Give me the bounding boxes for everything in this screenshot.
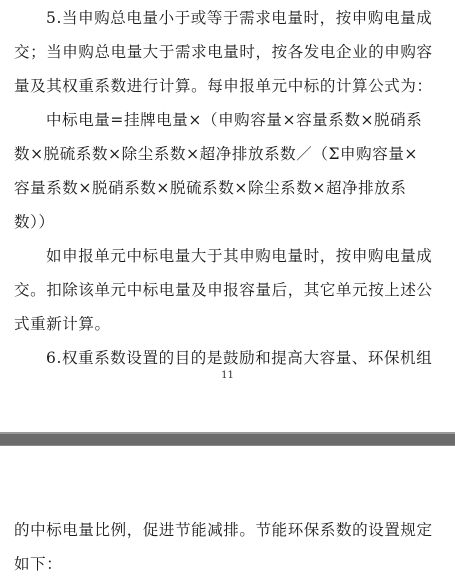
- paragraph-5-line-2: 交；当申购总电量大于需求电量时，按各发电企业的申购容: [14, 43, 433, 61]
- paragraph-6-line-3: 如下：: [14, 555, 63, 573]
- paragraph-5-line-1: 5.当申购总电量小于或等于需求电量时，按申购电量成: [46, 9, 433, 27]
- paragraph-5-line-3: 量及其权重系数进行计算。每申报单元中标的计算公式为：: [14, 77, 433, 95]
- paragraph-exceed-line-1: 如申报单元中标电量大于其申购电量时，按申购电量成: [46, 247, 433, 265]
- document-page-lower: [0, 446, 455, 580]
- page-number: 11: [221, 370, 234, 381]
- formula-line-2: 数×脱硫系数×除尘系数×超净排放系数／（Σ申购容量×: [14, 145, 419, 163]
- paragraph-6-line-2: 的中标电量比例，促进节能减排。节能环保系数的设置规定: [14, 521, 433, 539]
- page-separator: [0, 432, 455, 446]
- paragraph-6-line-1: 6.权重系数设置的目的是鼓励和提高大容量、环保机组: [46, 349, 433, 367]
- formula-line-4: 数））: [14, 213, 55, 231]
- formula-line-3: 容量系数×脱硝系数×脱硫系数×除尘系数×超净排放系: [14, 179, 407, 197]
- formula-line-1: 中标电量=挂牌电量×（申购容量×容量系数×脱硝系: [46, 111, 423, 129]
- paragraph-exceed-line-3: 式重新计算。: [14, 315, 111, 333]
- paragraph-exceed-line-2: 交。扣除该单元中标电量及申报容量后，其它单元按上述公: [14, 281, 433, 299]
